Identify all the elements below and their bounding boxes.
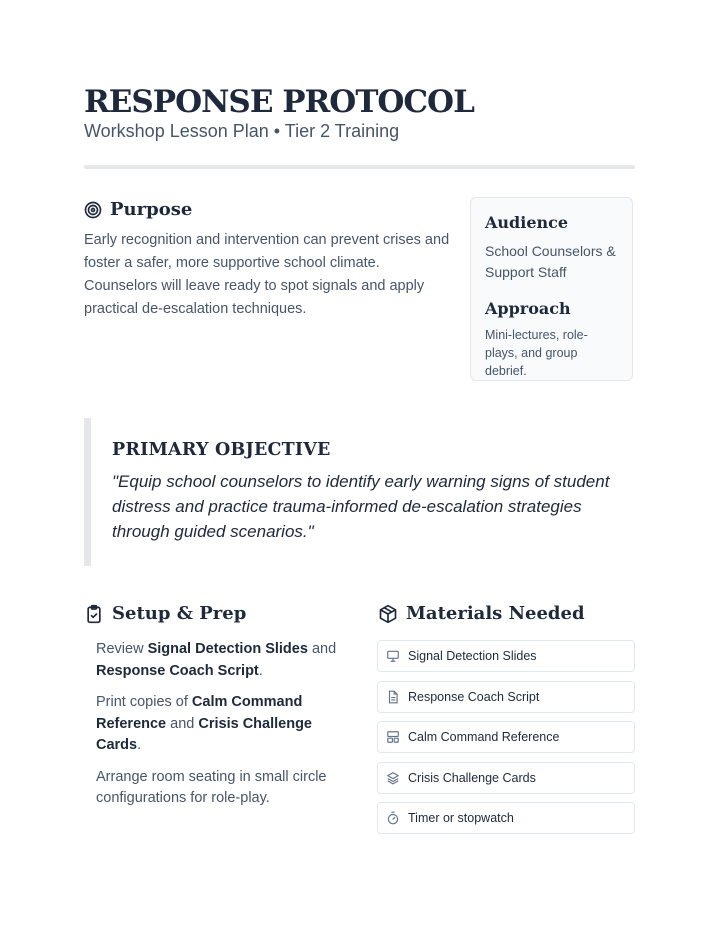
setup-bold: Crisis Challenge Cards [96,715,312,753]
setup-list [96,639,356,820]
objective-quote: "Equip school counselors to identify early warning signs of student distress and practice trauma-informed de-escalation strategies through guided scenarios." [112,472,610,541]
layers-icon [386,771,400,785]
audience-heading: Audience [485,213,569,232]
material-item [377,681,635,713]
material-label: Signal Detection Slides [408,649,537,663]
audience-text: School Counselors & Support Staff [485,243,616,280]
material-label: Timer or stopwatch [408,811,514,825]
target-icon [84,201,102,219]
setup-text: . [258,662,263,679]
setup-heading [84,603,246,624]
material-item [377,721,635,753]
material-item [377,762,635,794]
approach-heading: Approach [485,299,571,318]
materials-heading [378,603,585,624]
setup-item [96,692,356,757]
setup-text: Review [96,641,148,657]
primary-objective-block [84,418,635,566]
page-subtitle: Workshop Lesson Plan • Tier 2 Training [84,121,400,141]
setup-bold: Calm Command Reference [96,694,303,732]
material-label: Crisis Challenge Cards [408,770,536,785]
audience-card [470,197,633,381]
layout-icon [386,730,400,744]
monitor-icon [386,649,400,663]
setup-bold: Signal Detection Slides [147,641,308,657]
setup-item [96,639,356,682]
purpose-heading [84,199,192,220]
purpose-text: Early recognition and intervention can prevent crises and foster a safer, more supportive school climate. Counselors will leave ready to spot signals and apply practical de-escalation techniques. [84,232,450,317]
material-item [377,640,635,672]
page-title: RESPONSE PROTOCOL [84,84,474,120]
objective-heading: PRIMARY OBJECTIVE [112,440,331,460]
material-item [377,802,635,834]
timer-icon [386,811,400,825]
setup-bold: Response Coach Script [96,662,259,679]
material-label: Response Coach Script [408,689,540,704]
materials-list [377,640,635,843]
setup-text: Arrange room seating in small circle configurations for role-play. [96,768,327,806]
setup-text: Print copies of [96,694,192,710]
materials-heading-label: Materials Needed [406,603,585,624]
purpose-heading-label: Purpose [110,199,193,220]
setup-text: and [166,715,199,732]
setup-text: and [307,641,337,657]
document-icon [386,690,400,704]
header-divider [84,165,635,169]
package-icon [378,604,398,624]
setup-text: . [137,737,142,753]
material-label: Calm Command Reference [408,730,560,744]
approach-text: Mini-lectures, role-plays, and group debrief. [485,328,588,378]
setup-heading-label: Setup & Prep [112,603,247,624]
setup-item [96,767,356,810]
clipboard-check-icon [84,604,104,624]
